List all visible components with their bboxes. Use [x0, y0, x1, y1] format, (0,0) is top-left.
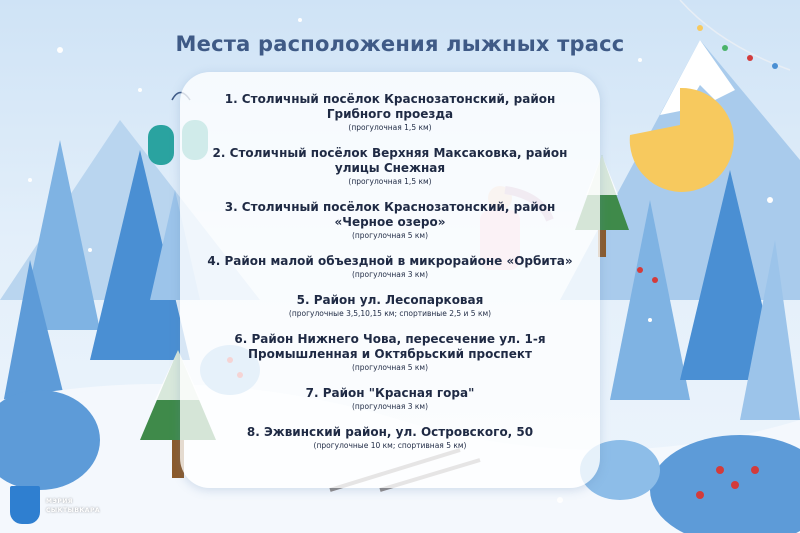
locations-list — [205, 92, 575, 464]
list-item — [205, 293, 575, 319]
list-item — [205, 386, 575, 412]
sun-icon — [630, 88, 734, 192]
location-name: 8. Эжвинский район, ул. Островского, 50 — [246, 425, 534, 439]
location-note: (прогулочная 3 км) — [351, 270, 429, 279]
logo-text-line2: СЫКТЫВКАРА — [46, 507, 100, 514]
location-name: 7. Район "Красная гора" — [305, 386, 475, 400]
location-note: (прогулочные 3,5,10,15 км; спортивные 2,5 и 5 км) — [288, 309, 492, 318]
location-note: (прогулочные 10 км; спортивная 5 км) — [313, 441, 467, 450]
location-name: 2. Столичный посёлок Верхняя Максаковка, район улицы Снежная — [212, 146, 568, 175]
logo-text-line1: МЭРИЯ — [46, 498, 73, 505]
list-item — [205, 254, 575, 280]
location-name: 4. Район малой объездной в микрорайоне «Орбита» — [207, 254, 573, 268]
location-name: 3. Столичный посёлок Краснозатонский, район «Черное озеро» — [224, 200, 556, 229]
list-item — [205, 332, 575, 373]
list-item — [205, 425, 575, 451]
poster-title: Места расположения лыжных трасс — [175, 32, 625, 56]
location-name: 6. Район Нижнего Чова, пересечение ул. 1-я Промышленная и Октябрьский проспект — [234, 332, 546, 361]
list-item — [205, 92, 575, 133]
list-item — [205, 200, 575, 241]
list-item — [205, 146, 575, 187]
location-note: (прогулочная 1,5 км) — [348, 123, 432, 132]
city-logo — [10, 486, 110, 526]
coat-of-arms-icon — [10, 486, 40, 524]
location-note: (прогулочная 3 км) — [351, 402, 429, 411]
location-note: (прогулочная 1,5 км) — [348, 177, 432, 186]
location-note: (прогулочная 5 км) — [351, 231, 429, 240]
location-note: (прогулочная 5 км) — [351, 363, 429, 372]
location-name: 5. Район ул. Лесопарковая — [296, 293, 484, 307]
location-name: 1. Столичный посёлок Краснозатонский, район Грибного проезда — [224, 92, 556, 121]
